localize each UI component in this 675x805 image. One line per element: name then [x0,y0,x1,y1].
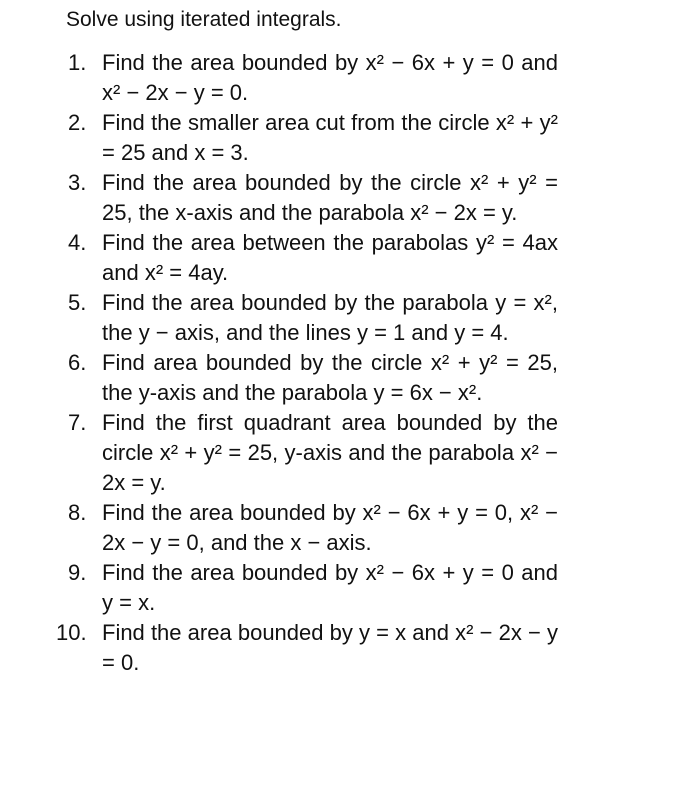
problem-text: Find area bounded by the circle x² + y² = 25, the y-axis and the parabola y = 6x − x². [102,350,558,405]
problem-item-1 [56,48,558,108]
problem-text: Find the area bounded by the circle x² + y² = 25, the x-axis and the parabola x² − 2x = y. [102,170,558,225]
problem-text: Find the smaller area cut from the circle x² + y² = 25 and x = 3. [102,110,558,165]
problem-item-3 [56,168,558,228]
problem-number: 3. [68,170,87,195]
problem-text: Find the area between the parabolas y² = 4ax and x² = 4ay. [102,230,558,285]
problem-text: Find the area bounded by x² − 6x + y = 0, x² − 2x − y = 0, and the x − axis. [102,500,558,555]
problem-number: 6. [68,350,87,375]
problem-item-7 [56,408,558,498]
problem-text: Find the area bounded by y = x and x² − 2x − y = 0. [102,620,558,675]
problem-item-8 [56,498,558,558]
problem-number: 1. [68,50,87,75]
problem-item-6 [56,348,558,408]
problem-number: 4. [68,230,87,255]
problem-item-10 [56,618,558,678]
problem-list [56,48,558,678]
problem-item-2 [56,108,558,168]
problem-number: 8. [68,500,87,525]
problem-number: 2. [68,110,87,135]
problem-text: Find the area bounded by x² − 6x + y = 0 and x² − 2x − y = 0. [102,50,558,105]
problem-item-9 [56,558,558,618]
problem-number: 9. [68,560,87,585]
problem-text: Find the first quadrant area bounded by the circle x² + y² = 25, y-axis and the parabola x² − 2x = y. [102,410,558,495]
problem-text: Find the area bounded by x² − 6x + y = 0 and y = x. [102,560,558,615]
problem-number: 5. [68,290,87,315]
problem-text: Find the area bounded by the parabola y = x², the y − axis, and the lines y = 1 and y = 4. [102,290,558,345]
problem-item-5 [56,288,558,348]
problem-number: 7. [68,410,87,435]
worksheet-heading: Solve using iterated integrals. [66,8,342,31]
problem-number: 10. [56,620,87,645]
problem-item-4 [56,228,558,288]
